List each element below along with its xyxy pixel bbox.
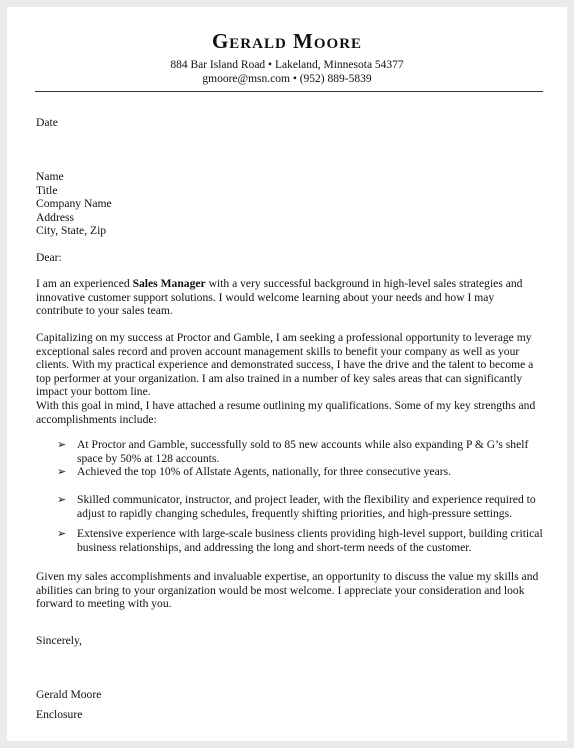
salutation: Dear:	[36, 251, 62, 264]
enclosure-note: Enclosure	[36, 708, 83, 721]
intro-text-start: I am an experienced	[36, 277, 133, 290]
bullet-text: Skilled communicator, instructor, and project leader, with the flexibility and experience required to adjust to rapidly changing schedules, frequently shifting priorities, and high-pressure settings.	[77, 493, 536, 520]
paragraph-experience: Capitalizing on my success at Proctor and Gamble, I am seeking a professional opportunity to leverage my exceptional sales record and proven account management skills to benefit your company as well as your clients. With my practical experience and demonstrated success, I have the drive and the talent to become a top performer at your organization. I am also trained in a number of key sales areas that can significantly impact your bottom line.	[36, 331, 534, 399]
sender-address: 884 Bar Island Road • Lakeland, Minnesota 54377	[170, 59, 404, 71]
arrow-bullet-icon: ➢	[57, 438, 67, 451]
sender-name: Gerald Moore	[211, 29, 363, 53]
arrow-bullet-icon: ➢	[57, 527, 67, 540]
letter-page	[7, 7, 567, 741]
bullet-item	[57, 465, 543, 479]
paragraph-intro	[36, 277, 543, 318]
bullet-text: At Proctor and Gamble, successfully sold to 85 new accounts while also expanding P & G’s shelf space by 50% at 128 accounts.	[77, 438, 529, 465]
complimentary-close: Sincerely,	[36, 634, 82, 647]
bullet-item	[57, 527, 543, 554]
bullet-text: Extensive experience with large-scale business clients providing high-level support, building critical business relationships, and addressing the long and short-term needs of the customer.	[77, 527, 543, 554]
recipient-address: Address	[36, 210, 74, 224]
recipient-company: Company Name	[36, 197, 112, 211]
signer-name: Gerald Moore	[36, 688, 102, 701]
letter-date: Date	[36, 116, 58, 129]
intro-text-end: with a very successful background in high-level sales strategies and innovative customer support solutions. I would welcome learning about your needs and how I may contribute to your sales team.	[36, 277, 523, 318]
bullet-item	[57, 438, 543, 465]
recipient-name: Name	[36, 170, 64, 183]
paragraph-closing: Given my sales accomplishments and invaluable expertise, an opportunity to discuss the value my skills and abilities can bring to your organization would be most welcome. I appreciate your consideration and look forward to meeting with you.	[36, 570, 539, 611]
recipient-title: Title	[36, 183, 58, 197]
recipient-city: City, State, Zip	[36, 224, 107, 238]
bullet-item	[57, 493, 543, 520]
header-divider	[35, 91, 543, 92]
sender-contact: gmoore@msn.com • (952) 889-5839	[202, 73, 372, 85]
arrow-bullet-icon: ➢	[57, 465, 67, 478]
inside-address	[36, 170, 543, 238]
paragraph-strengths: With this goal in mind, I have attached a resume outlining my qualifications. Some of my key strengths and accomplishments include:	[36, 399, 536, 426]
bullet-text: Achieved the top 10% of Allstate Agents, nationally, for three consecutive years.	[77, 465, 451, 478]
intro-role: Sales Manager	[132, 277, 206, 290]
arrow-bullet-icon: ➢	[57, 493, 67, 506]
